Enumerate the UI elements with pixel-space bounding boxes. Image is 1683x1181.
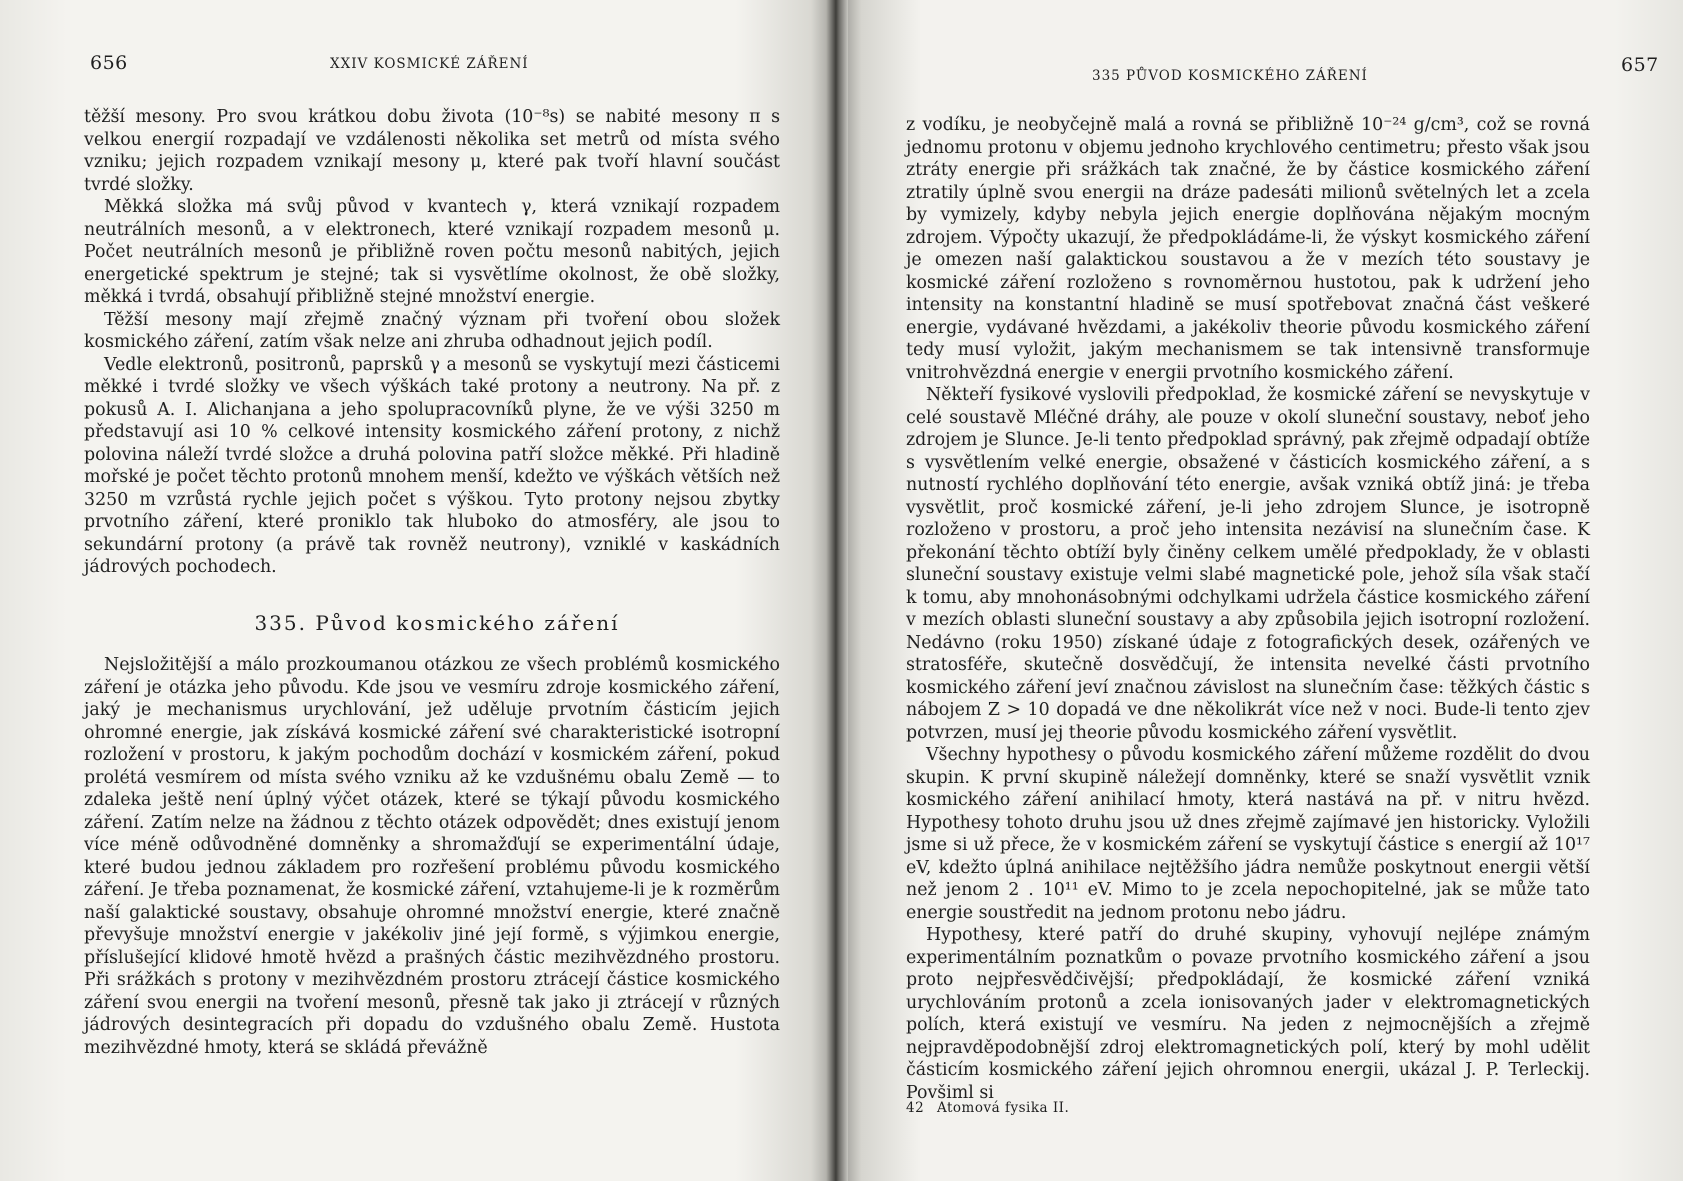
paragraph: z vodíku, je neobyčejně malá a rovná se přibližně 10⁻²⁴ g/cm³, což se rovná jednomu protonu v objemu jednoho krychlového centimetru; přesto však jsou ztráty energie při srážkách tak značné, že by částice kosmického záření ztratily úplně svou energii na dráze padesáti milionů světelných let a zcela by vymizely, kdyby nebyla jejich energie doplňována nějakým mocným zdrojem. Výpočty ukazují, že předpokládáme-li, že výskyt kosmického záření je omezen naší galaktickou soustavou a že v mezích této soustavy je kosmické záření rozloženo s rovnoměrnou hustotou, pak k udržení jeho intensity na konstantní hladině se musí spotřebovat značná část veškeré energie, vydávané hvězdami, a jakékoliv theorie původu kosmického záření tedy musí vyložit, jakým mechanismem se tak intensivně transformuje vnitrohvězdná energie v energii prvotního kosmického záření. bbox=[906, 115, 1590, 383]
running-head: XXIV KOSMICKÉ ZÁŘENÍ bbox=[330, 56, 529, 72]
book-gutter bbox=[826, 0, 848, 1181]
paragraph: Všechny hypothesy o původu kosmického záření můžeme rozdělit do dvou skupin. K první skupině náležejí domněnky, které se snaží vysvětlit vznik kosmického záření anihilací hmoty, která nastává na př. v nitru hvězd. Hypothesy tohoto druhu jsou už dnes zřejmě zajímavé jen historicky. Vyložili jsme si už přece, že v kosmickém záření se vyskytují částice s energií až 10¹⁷ eV, kdežto úplná anihilace nejtěžšího jádra nemůže poskytnout energii větší než jenom 2 . 10¹¹ eV. Mimo to je zcela nepochopitelné, jak se může tato energie soustředit na jednom protonu nebo jádru. bbox=[906, 745, 1590, 923]
paragraph: Vedle elektronů, positronů, paprsků γ a mesonů se vyskytují mezi částicemi měkké i tvrdé složky ve všech výškách také protony a neutrony. Na př. z pokusů A. I. Alichanjana a jeho spolupracovníků plyne, že ve výši 3250 m představují asi 10 % celkové intensity kosmického záření protony, z nichž polovina náleží tvrdé složce a druhá polovina patří složce měkké. Při hladině mořské je počet těchto protonů mnohem menší, kdežto ve výškách větších než 3250 m vzrůstá rychle jejich počet s výškou. Tyto protony nejsou zbytky prvotního záření, které proniklo tak hluboko do atmosféry, ale jsou to sekundární protony (a právě tak rovněž neutrony), vzniklé v kaskádních jádrových pochodech. bbox=[84, 354, 780, 577]
signature-label: Atomová fysika II. bbox=[936, 1100, 1070, 1116]
paragraph: Někteří fysikové vyslovili předpoklad, že kosmické záření se nevyskytuje v celé soustavě Mléčné dráhy, ale pouze v okolí sluneční soustavy, neboť jeho zdrojem je Slunce. Je-li tento předpoklad správný, pak zřejmě odpadají obtíže s vysvětlením velké energie, obsažené v částicích kosmického záření, a s nutností rychlého doplňování této energie, avšak vzniká obtíž jiná: je třeba vysvětlit, proč kosmické záření, je-li jeho zdrojem Slunce, je isotropně rozloženo v prostoru, a proč jeho intensita nezávisí na slunečním čase. K překonání těchto obtíží byly činěny celkem umělé předpoklady, že v oblasti sluneční soustavy existuje velmi slabé magnetické pole, jehož síla však stačí k tomu, aby mnohonásobnými odchylkami udržela částice kosmického záření v mezích oblasti sluneční soustavy a aby způsobila jejich isotropní rozložení. Nedávno (roku 1950) získané údaje z fotografických desek, ozářených ve stratosféře, skutečně dosvědčují, že intensita nevelké části prvotního kosmického záření jeví značnou závislost na slunečním čase: těžkých částic s nábojem Z > 10 dopadá ve dne několikrát více než v noci. Bude-li tento zjev potvrzen, musí jej theorie původu kosmického záření vysvětlit. bbox=[906, 385, 1590, 743]
left-page-body bbox=[84, 106, 780, 1059]
page-footer bbox=[906, 1100, 1069, 1116]
left-page bbox=[0, 0, 836, 1181]
page-number: 656 bbox=[90, 52, 128, 74]
paragraph: Měkká složka má svůj původ v kvantech γ, která vznikají rozpadem neutrálních mesonů, a v elektronech, které vznikají rozpadem mesonů μ. Počet neutrálních mesonů je přibližně roven počtu mesonů nabitých, jejich energetické spektrum je stejné; tak si vysvětlíme okolnost, že obě složky, měkká i tvrdá, obsahují přibližně stejné množství energie. bbox=[84, 197, 780, 307]
signature-number: 42 bbox=[906, 1100, 925, 1116]
paragraph: Nejsložitější a málo prozkoumanou otázkou ze všech problémů kosmického záření je otázka jeho původu. Kde jsou ve vesmíru zdroje kosmického záření, jaký je mechanismus urychlování, jež uděluje prvotním částicím jejich ohromné energie, jak získává kosmické záření své charakteristické isotropní rozložení v prostoru, k jakým pochodům dochází v kosmickém záření, pokud prolétá vesmírem od místa svého vzniku až ke vzdušnému obalu Země — to zdaleka ještě není úplný výčet otázek, které se týkají původu kosmického záření. Zatím nelze na žádnou z těchto otázek odpovědět; dnes existují jenom více méně odůvodněné domněnky a shromažďují se experimentální údaje, které budou jednou základem pro rozřešení problému původu kosmického záření. Je třeba poznamenat, že kosmické záření, vztahujeme-li je k rozměrům naší galaktické soustavy, obsahuje ohromné množství energie, které značně převyšuje množství energie v jakékoliv jiné její formě, s výjimkou energie, příslušející klidové hmotě hvězd a prašných částic mezihvězdného prostoru. Při srážkách s protony v mezihvězdném prostoru ztrácejí částice kosmického záření svou energii na tvoření mesonů, přesně tak jako ji ztrácejí v různých jádrových desintegracích při dopadu do vzdušného obalu Země. Hustota mezihvězdné hmoty, která se skládá převážně bbox=[84, 655, 780, 1058]
paragraph: Těžší mesony mají zřejmě značný význam při tvoření obou složek kosmického záření, zatím však nelze ani zhruba odhadnout jejich podíl. bbox=[84, 309, 780, 352]
right-page bbox=[836, 0, 1683, 1181]
page-number: 657 bbox=[1621, 54, 1659, 76]
paragraph: Hypothesy, které patří do druhé skupiny, vyhovují nejlépe známým experimentálním poznatkům o povaze prvotního kosmického záření a jsou proto nejpřesvědčivější; předpokládají, že kosmické záření vzniká urychlováním protonů a zcela ionisovaných jader v elektromagnetických polích, která existují ve vesmíru. Na jeden z nejmocnějších a zřejmě nejpravděpodobnější zdroj elektromagnetických polí, který by mohl udělit částicím kosmického záření jejich ohromnou energii, ukázal J. P. Terleckij. Povšiml si bbox=[906, 925, 1590, 1103]
running-head: 335 PŮVOD KOSMICKÉHO ZÁŘENÍ bbox=[1092, 68, 1368, 84]
right-page-body bbox=[906, 114, 1590, 1104]
section-heading: 335. Původ kosmického záření bbox=[254, 610, 620, 635]
paragraph: těžší mesony. Pro svou krátkou dobu života (10⁻⁸s) se nabité mesony π s velkou energií rozpadají ve vzdálenosti několika set metrů od místa svého vzniku; jejich rozpadem vznikají mesony μ, které pak tvoří hlavní součást tvrdé složky. bbox=[84, 107, 780, 195]
